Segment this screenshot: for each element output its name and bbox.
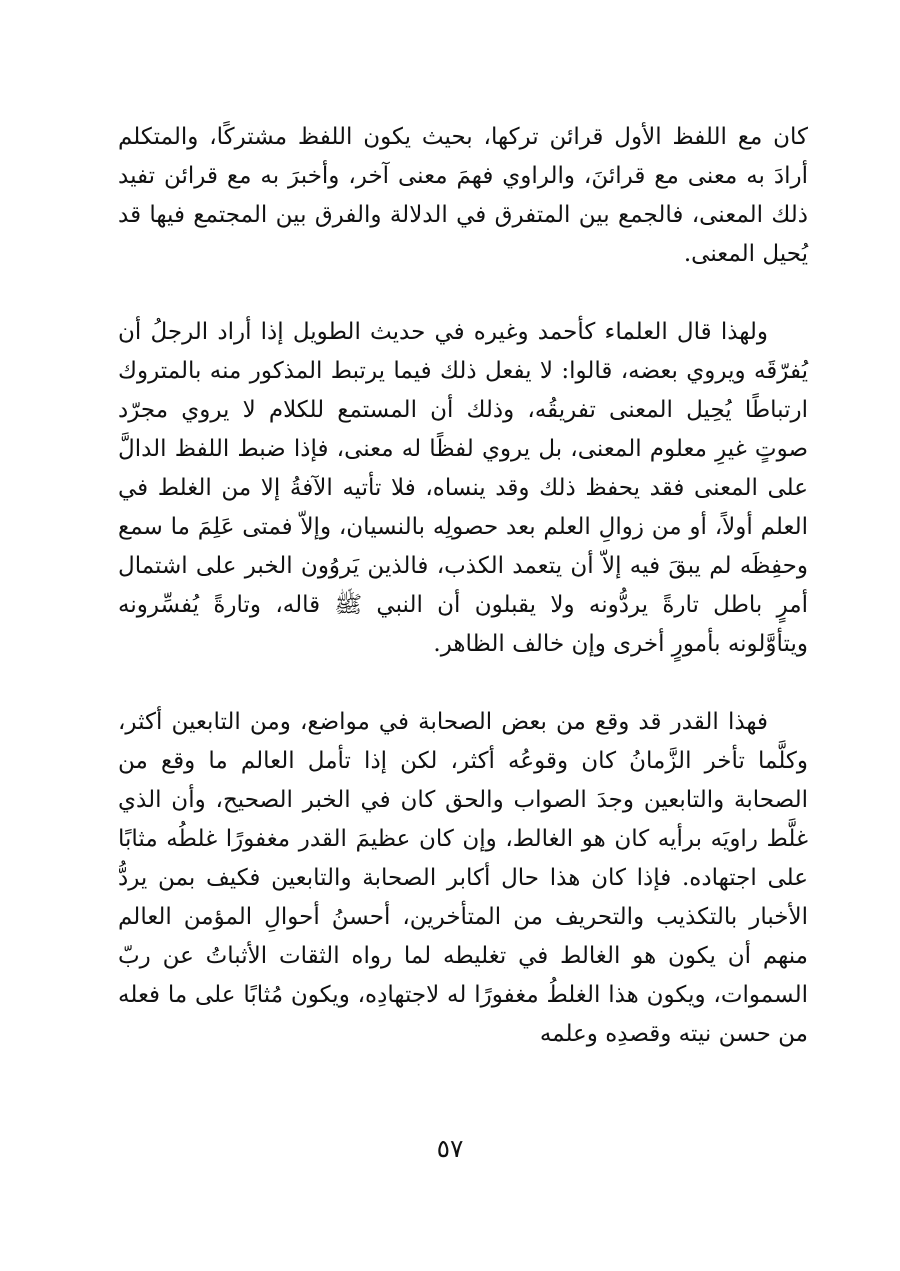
paragraph-2: ولهذا قال العلماء كأحمد وغيره في حديث الطويل إذا أراد الرجلُ أن يُفرّقَه ويروي بعضه، قالوا: لا يفعل ذلك فيما يرتبط المذكور منه بالمتروك ارتباطًا يُحِيل المعنى تفريقُه، وذلك أن المستمع للكلام لا يروي مجرّد صوتٍ غيرِ معلوم المعنى، بل يروي لفظًا له معنى، فإذا ضبط اللفظ الدالَّ على المعنى فقد يحفظ ذلك وقد ينساه، فلا تأتيه الآفةُ إلا من الغلط في العلم أولاً، أو من زوالِ العلم بعد حصولِه بالنسيان، وإلاّ فمتى عَلِمَ ما سمع وحفِظَه لم يبقَ فيه إلاّ أن يتعمد الكذب، فالذين يَروُون الخبر على اشتمال أمرٍ باطل تارةً يردُّونه ولا يقبلون أن النبي ﷺ قاله، وتارةً يُفسِّرونه ويتأوَّلونه بأمورٍ أخرى وإن خالف الظاهر. <box>118 319 808 657</box>
paragraph-3: فهذا القدر قد وقع من بعض الصحابة في مواضع، ومن التابعين أكثر، وكلَّما تأخر الزَّمانُ كان وقوعُه أكثر، لكن إذا تأمل العالم ما وقع من الصحابة والتابعين وجدَ الصواب والحق كان في الخبر الصحيح، وأن الذي غلَّط راويَه برأيه كان هو الغالط، وإن كان عظيمَ القدر مغفورًا غلطُه مثابًا على اجتهاده. فإذا كان هذا حال أكابر الصحابة والتابعين فكيف بمن يردُّ الأخبار بالتكذيب والتحريف من المتأخرين، أحسنُ أحوالِ المؤمن العالم منهم أن يكون هو الغالط في تغليطه لما رواه الثقات الأثباتُ عن ربّ السموات، ويكون هذا الغلطُ مغفورًا له لاجتهادِه، ويكون مُثابًا على ما فعله من حسن نيته وقصدِه وعلمه <box>118 709 808 1047</box>
paragraph-1: كان مع اللفظ الأول قرائن تركها، بحيث يكون اللفظ مشتركًا، والمتكلم أرادَ به معنى مع قرائنَ، والراوي فهمَ معنى آخر، وأخبرَ به مع قرائن تفيد ذلك المعنى، فالجمع بين المتفرق في الدلالة والفرق بين المجتمع فيها قد يُحيل المعنى. <box>118 124 808 267</box>
page-number: ٥٧ <box>436 1134 464 1163</box>
body-text <box>118 118 808 1054</box>
